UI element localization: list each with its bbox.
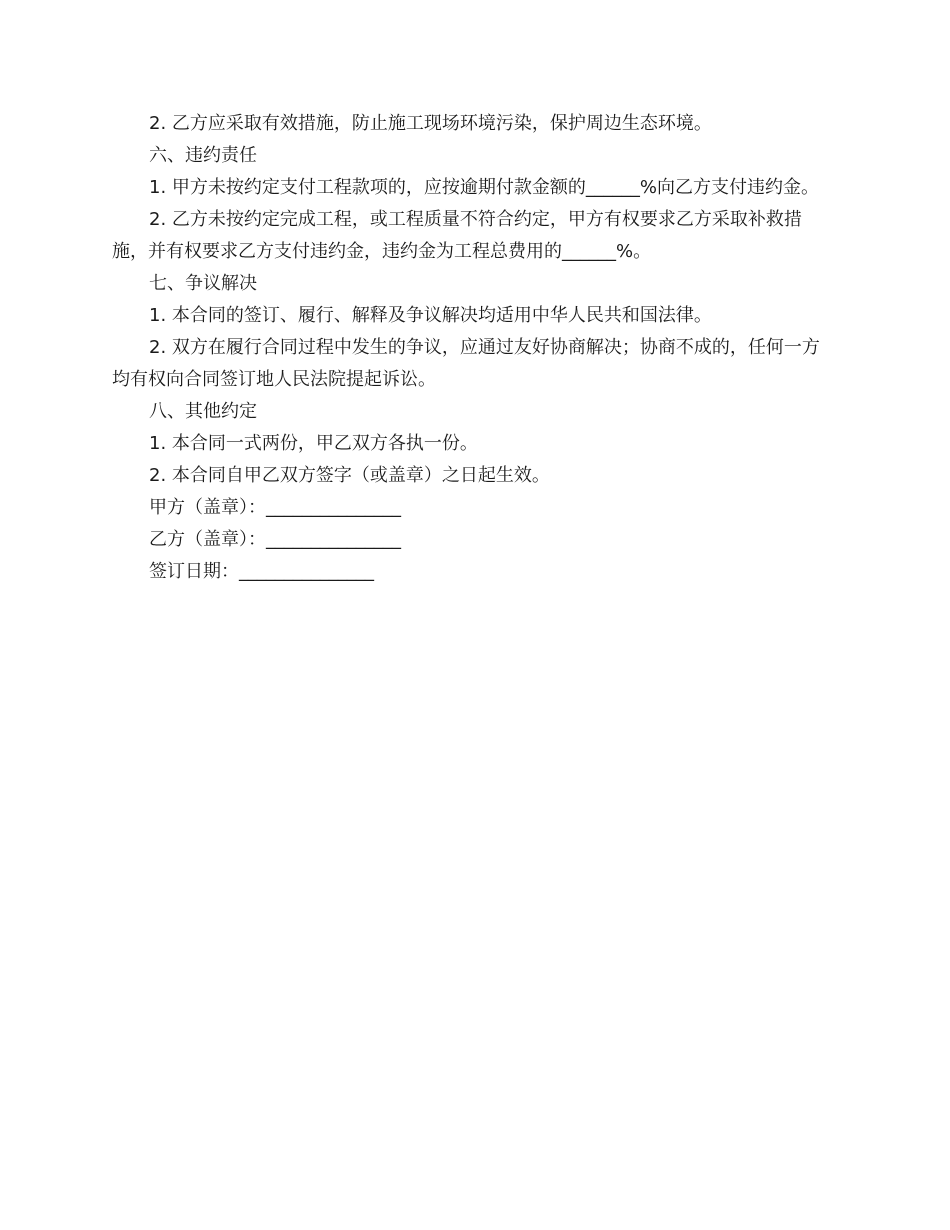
contract-page — [112, 108, 827, 588]
clause-dispute-2: 2. 双方在履行合同过程中发生的争议，应通过友好协商解决；协商不成的，任何一方均有权向合同签订地人民法院提起诉讼。 — [112, 337, 820, 390]
clause-breach-2: 2. 乙方未按约定完成工程，或工程质量不符合约定，甲方有权要求乙方采取补救措施，并有权要求乙方支付违约金，违约金为工程总费用的______%。 — [112, 209, 802, 262]
signature-date: 签订日期：_______________ — [149, 561, 374, 582]
section-heading-breach: 六、违约责任 — [149, 145, 257, 166]
section-heading-dispute: 七、争议解决 — [149, 273, 257, 294]
clause-dispute-1: 1. 本合同的签订、履行、解释及争议解决均适用中华人民共和国法律。 — [149, 305, 712, 326]
signature-party-b: 乙方（盖章）：_______________ — [149, 529, 401, 550]
clause-breach-1: 1. 甲方未按约定支付工程款项的，应按逾期付款金额的______%向乙方支付违约金。 — [149, 177, 819, 198]
clause-other-1: 1. 本合同一式两份，甲乙双方各执一份。 — [149, 433, 478, 454]
clause-other-2: 2. 本合同自甲乙双方签字（或盖章）之日起生效。 — [149, 465, 550, 486]
section-heading-other: 八、其他约定 — [149, 401, 257, 422]
clause-env-2: 2. 乙方应采取有效措施，防止施工现场环境污染，保护周边生态环境。 — [149, 113, 712, 134]
signature-party-a: 甲方（盖章）：_______________ — [149, 497, 401, 518]
